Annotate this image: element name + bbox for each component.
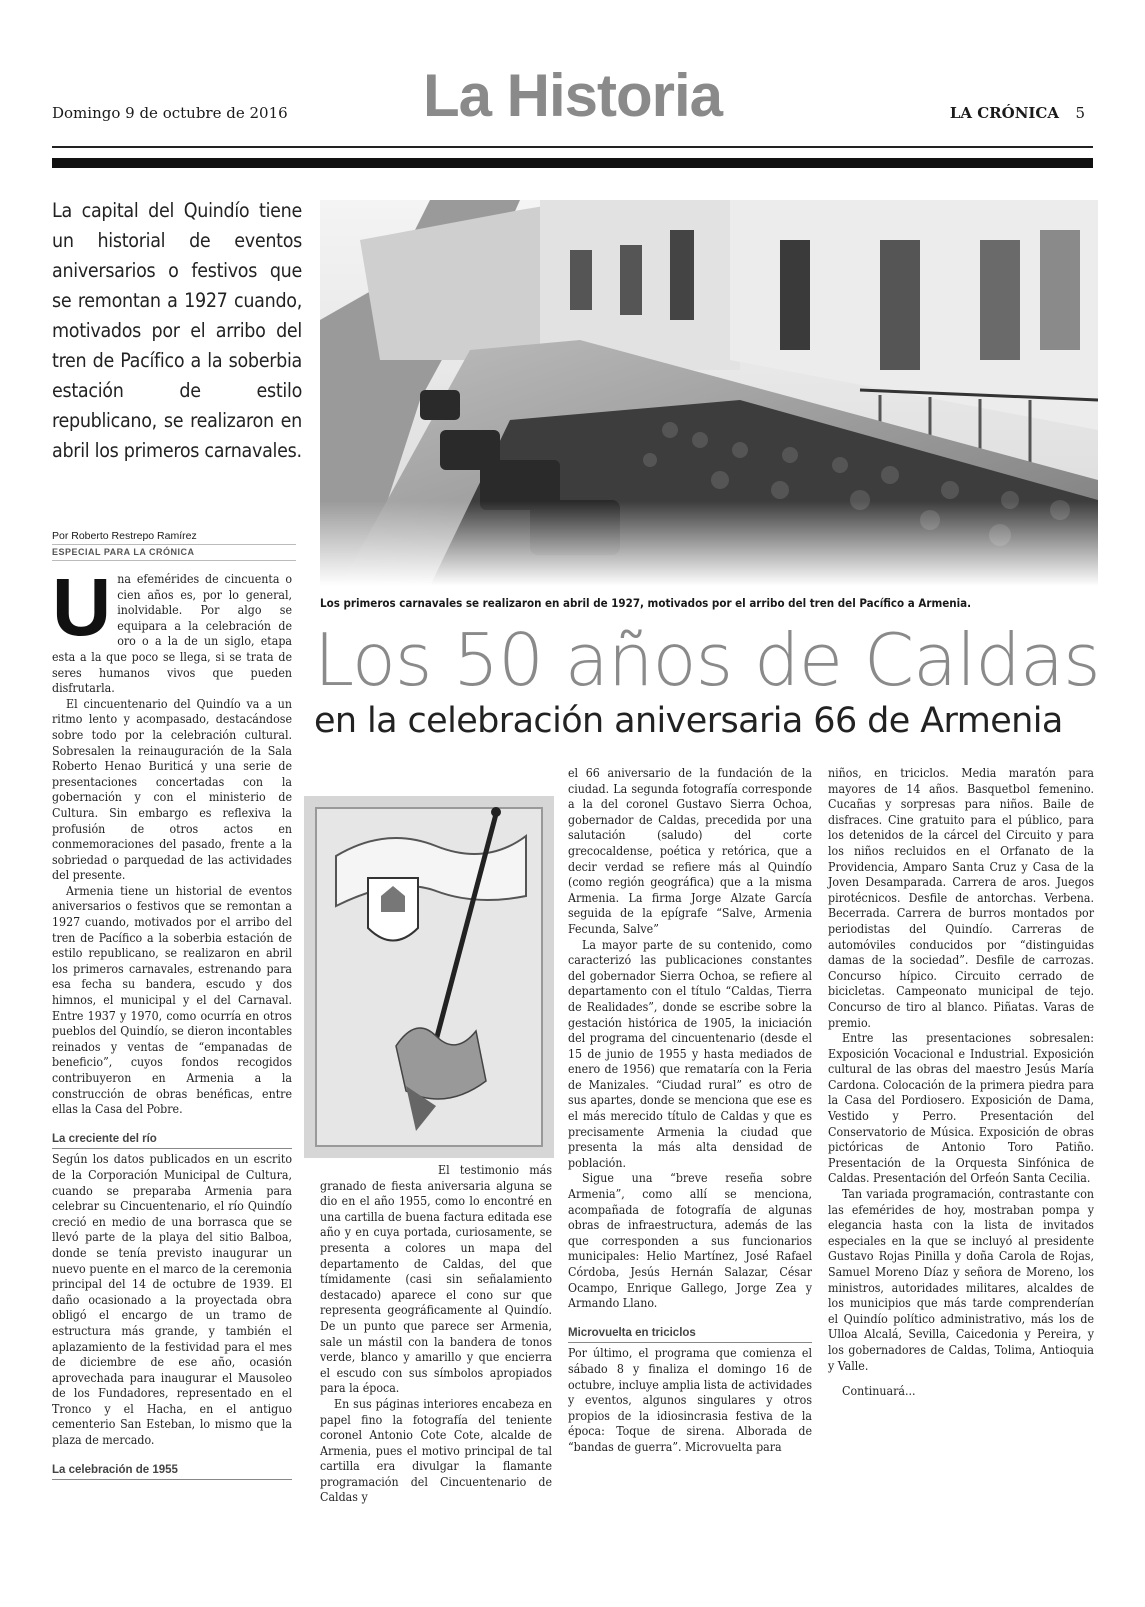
byline-author: Por Roberto Restrepo Ramírez bbox=[52, 530, 197, 542]
masthead-rule bbox=[52, 146, 1093, 148]
subheading: Microvuelta en triciclos bbox=[568, 1326, 812, 1344]
masthead-bar bbox=[52, 158, 1093, 168]
byline-role: ESPECIAL PARA LA CRÓNICA bbox=[52, 547, 195, 557]
article-column-3 bbox=[568, 766, 812, 1456]
article-column-1 bbox=[52, 562, 292, 1483]
headline: Los 50 años de Caldas bbox=[314, 618, 1100, 702]
page-number: 5 bbox=[1075, 104, 1085, 122]
subheadline: en la celebración aniversaria 66 de Armenia bbox=[314, 701, 1063, 741]
paragraph: Entre las presentaciones sobresalen: Exposición Vocacional e Industrial. Exposición cultural de las obras del maestro Jesús María Cardona. Colocación de la primera piedra para la Casa del Pordiosero. Exposición de Dama, Vestido y Perro. Presentación del Conservatorio de Música. Exposición de obras pictóricas de Antonio Toro Patiño. Presentación de la Orquesta Sinfónica de Caldas. Presentación del Orfeón Santa Cecilia. bbox=[828, 1031, 1094, 1186]
paragraph: La mayor parte de su contenido, como caracterizó las publicaciones constantes del gobernador Sierra Ochoa, se refiere al departamento con el título “Caldas, Tierra de Realidades”, donde se escribe sobre la gestación histórica de 1905, la iniciación del programa del cincuentenario (desde el 15 de junio de 1955 y hasta mediados de enero de 1956) que remataría con la Feria de Manizales. “Ciudad rural” es otro de sus apartes, donde se menciona que ese es el más merecido título de Caldas y que es precisamente Armenia la ciudad que presenta la más alta densidad de población. bbox=[568, 937, 812, 1170]
subheading: La celebración de 1955 bbox=[52, 1463, 292, 1481]
paragraph: Armenia tiene un historial de eventos aniversarios o festivos que se remontan a 1927 cuando, motivados por el arribo del tren de Pacífico a la soberbia estación de estilo republicano, se realizaron en abril los primeros carnavales, estrenando para esa fecha su bandera, escudo y dos himnos, el municipal y el del Carnaval. Entre 1937 y 1970, como ocurría en otros pueblos del Quindío, se dieron incontables reinados y ventas de “empanadas de beneficio”, cuyos fondos recogidos contribuyeron en Armenia a la construcción de obras benéficas, entre ellas la Casa del Pobre. bbox=[52, 883, 292, 1117]
continued-note: Continuará... bbox=[842, 1384, 916, 1399]
issue-date: Domingo 9 de octubre de 2016 bbox=[52, 104, 288, 122]
article-column-2 bbox=[320, 1163, 552, 1506]
paragraph: El cincuentenario del Quindío va a un ritmo lento y acompasado, destacándose sobre todo por la celebración cultural. Sobresalen la reinauguración de la Sala Roberto Henao Buriticá y una serie de presentaciones concertadas con la gobernación y con el ministerio de Cultura. Sin embargo es reflexiva la profusión de otros actos en conmemoraciones del pasado, frente a la sobriedad o parquedad de las actividades del presente. bbox=[52, 696, 292, 883]
drop-cap: U bbox=[52, 562, 112, 653]
paragraph: En sus páginas interiores encabeza en papel fino la fotografía del teniente coronel Antonio Cote Cote, alcalde de Armenia, pues el motivo principal de tal cartilla era divulgar la flamante programación del Cincuentenario de Caldas y bbox=[320, 1396, 552, 1505]
paragraph: niños, en triciclos. Media maratón para mayores de 14 años. Basquetbol femenino. Cucañas y sorpresas para niños. Baile de disfraces. Cine gratuito para el público, para los detenidos de la cárcel del Circuito y para los niños recluidos en el Orfanato de la Providencia, Amparo Santa Cruz y Casa de la Joven Desamparada. Carrera de aros. Juegos pirotécnicos. Desfile de antorchas. Verbena. Becerrada. Carrera de burros montados por periodistas del Quindío. Carreras de automóviles conducidos por “distinguidas damas de la sociedad”. Desfile de carrozas. Concurso hípico. Circuito cerrado de bicicletas. Campeonato municipal de tejo. Concurso de tiro al blanco. Piñatas. Varas de premio. bbox=[828, 766, 1094, 1030]
byline-rule-bottom bbox=[52, 560, 296, 561]
paragraph: El testimonio más granado de fiesta aniversaria alguna se dio en el año 1955, como lo encontré en una cartilla de buena factura editada ese año y en cuya portada, curiosamente, se presenta a colores un mapa del departamento de Caldas, del que tímidamente (casi sin señalamiento destacado) aparece el cono sur que representa geográficamente al Quindío. De un punto que parece ser Armenia, sale un mástil con la bandera de tonos verde, blanco y amarillo y que encierra el escudo con sus símbolos apropiados para la época. bbox=[320, 1163, 552, 1396]
paragraph: Tan variada programación, contrastante con las efemérides de hoy, mostraban pompa y elegancia hasta con la lista de invitados especiales en la que se incluyó al presidente Gustavo Rojas Pinilla y doña Carola de Rojas, Samuel Moreno Díaz y señora de Moreno, los ministros, autoridades militares, alcaldes de los municipios que más tarde comprenderían el Quindío político administrativo, más los de Ulloa Alcalá, Sevilla, Caicedonia y Pereira, y los gobernadores de Caldas, Tolima, Antioquia y Valle. bbox=[828, 1187, 1094, 1373]
pamphlet-cover-image bbox=[296, 786, 558, 1162]
paragraph: Por último, el programa que comienza el sábado 8 y finaliza el domingo 16 de octubre, incluye amplia lista de actividades y eventos, algunos singulares y otros propios de la idiosincrasia festiva de la época: Toque de sirena. Alborada de “bandas de guerra”. Microvuelta para bbox=[568, 1346, 812, 1454]
subheading: La creciente del río bbox=[52, 1132, 292, 1150]
article-column-4 bbox=[828, 766, 1094, 1400]
section-title: La Historia bbox=[422, 62, 723, 129]
paragraph: el 66 aniversario de la fundación de la ciudad. La segunda fotografía corresponde a la del coronel Gustavo Sierra Ochoa, gobernador de Caldas, precedida por una salutación (saludo) del corte grecocaldense, poética y retórica, que a decir verdad se refiere más al Quindío (como región geográfica) que a la misma Armenia. La firma Jorge Alzate García seguida de la epígrafe “Salve, Armenia Fecunda, Salve” bbox=[568, 766, 812, 936]
photo-caption: Los primeros carnavales se realizaron en abril de 1927, motivados por el arribo del tren del Pacífico a Armenia. bbox=[320, 596, 972, 610]
carnival-street-photo bbox=[320, 200, 1098, 586]
paragraph: Según los datos publicados en un escrito de la Corporación Municipal de Cultura, cuando se preparaba Armenia para celebrar su Cincuentenario, el río Quindío creció en medio de una borrasca que se llevó parte de la playa del sitio Balboa, donde se tenía previsto inaugurar un nuevo puente en el marco de la ceremonia principal del 14 de octubre de 1939. El daño ocasionado a la proyectada obra obligó el encargo de un tramo de estructura más grande, y también el aplazamiento de la festividad para el mes de diciembre de ese año, ocasión aprovechada para inaugurar el Mausoleo de los Fundadores, representado en el Tronco y el Hacha, en el antiguo cementerio San Esteban, lo mismo que la plaza de mercado. bbox=[52, 1152, 292, 1448]
paragraph: na efemérides de cincuenta o cien años es, por lo general, inolvidable. Por algo se equipara a la celebración de oro o a la de un siglo, etapa esta a la que poco se llega, si se trata de seres humanos vivos que pueden disfrutarla. bbox=[52, 572, 292, 696]
byline-rule bbox=[52, 544, 296, 545]
paragraph: Sigue una “breve reseña sobre Armenia”, como allí se menciona, acompañada de fotografía de algunas obras de infraestructura, además de las que corresponden a sus funcionarios municipales: Helio Martínez, José Rafael Córdoba, Jesús Hernán Salazar, César Ocampo, Enrique Gallego, Jorge Zea y Armando Llano. bbox=[568, 1171, 812, 1311]
lead-summary: La capital del Quindío tiene un historial de eventos aniversarios o festivos que se remontan a 1927 cuando, motivados por el arribo del tren de Pacífico a la soberbia estación de estilo republicano, se realizaron en abril los primeros carnavales. bbox=[52, 199, 302, 462]
newspaper-name: LA CRÓNICA bbox=[949, 104, 1059, 122]
